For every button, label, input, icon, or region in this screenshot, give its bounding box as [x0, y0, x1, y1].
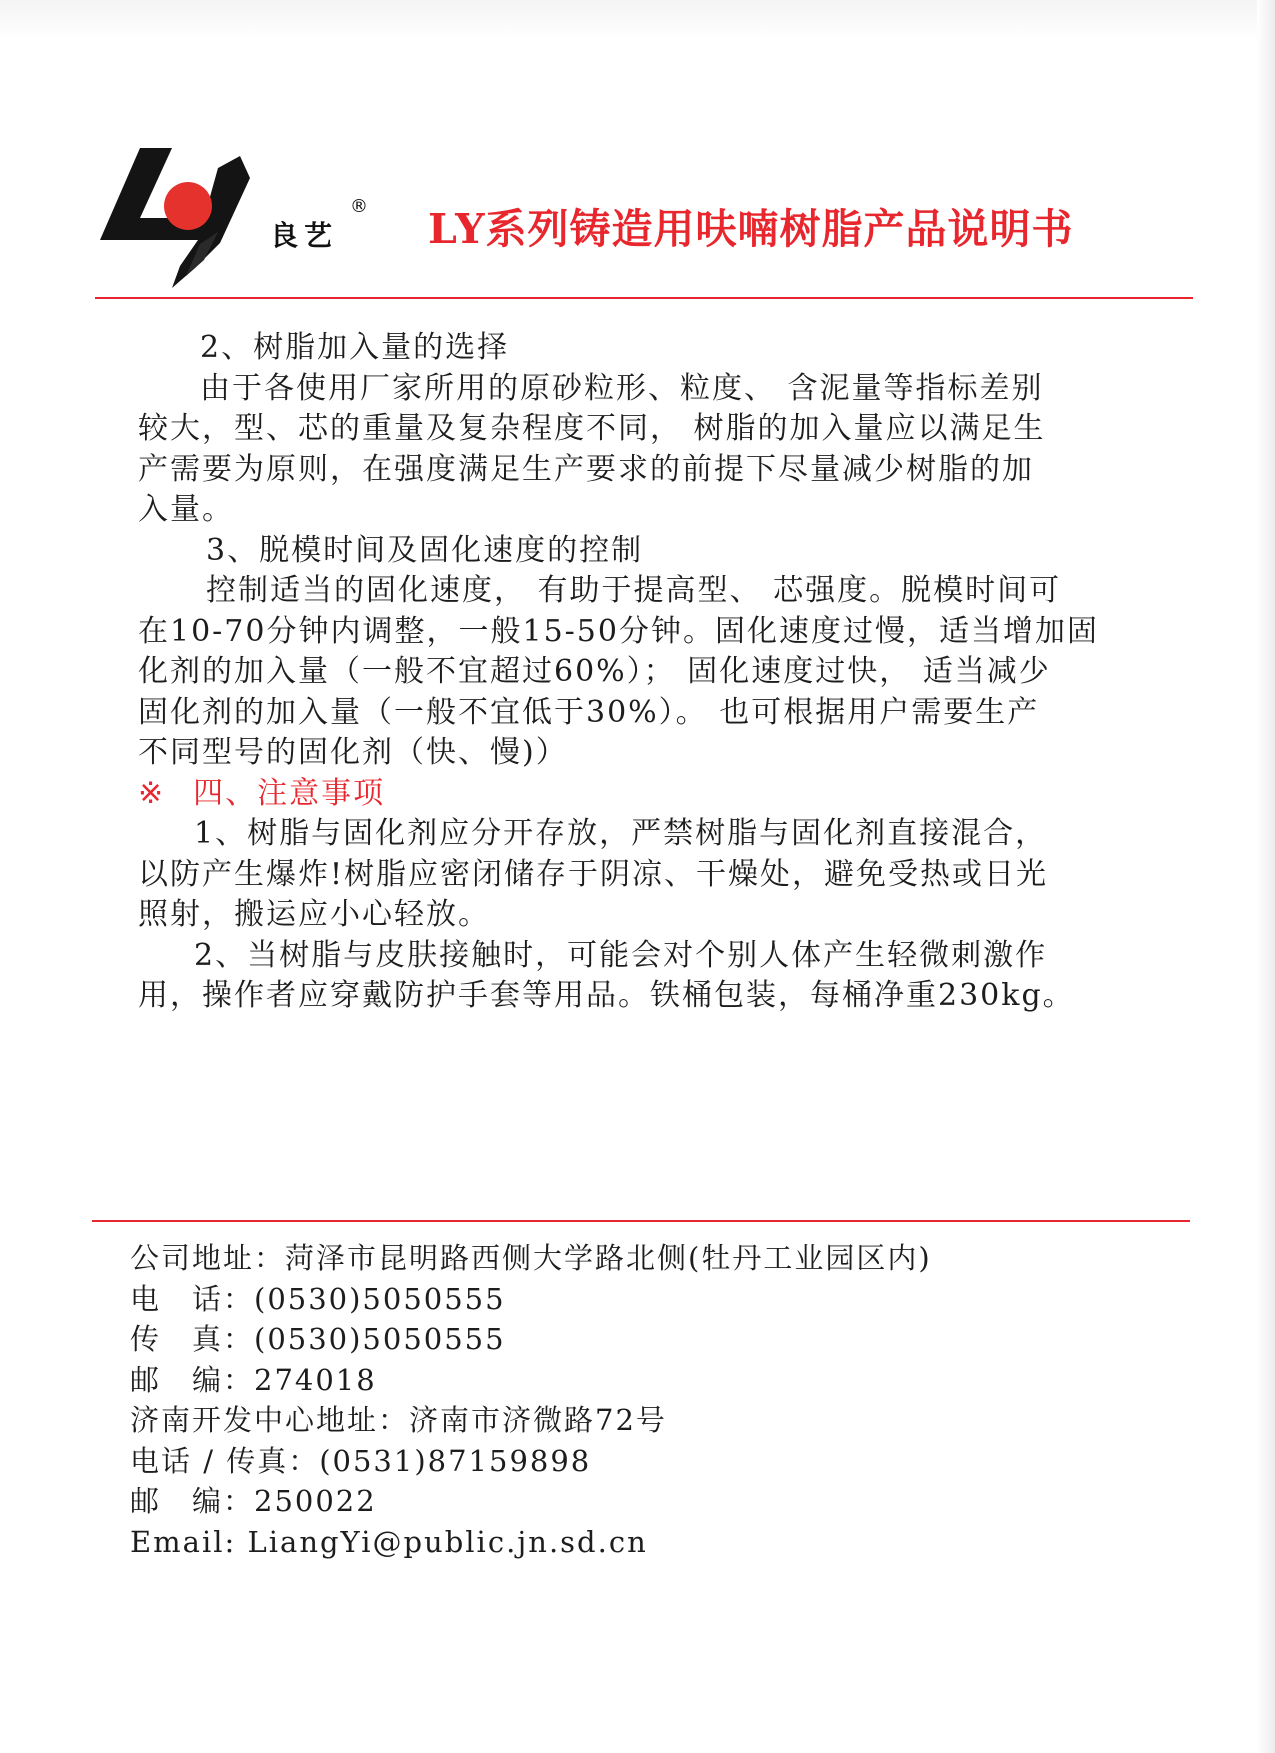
logo-red-dot: [164, 182, 212, 230]
footer-divider: [92, 1220, 1190, 1222]
jinan-phone-fax: 电话 / 传真：(0531)87159898: [130, 1443, 592, 1478]
scan-edge-right: [1257, 0, 1275, 1753]
paragraph-line: 2、当树脂与皮肤接触时，可能会对个别人体产生轻微刺激作: [194, 937, 1048, 973]
paragraph-line: 1、树脂与固化剂应分开存放，严禁树脂与固化剂直接混合，: [194, 816, 1048, 851]
paragraph-line: 照射，搬运应小心轻放。: [138, 897, 490, 932]
brand-name: 良艺: [270, 219, 339, 252]
paragraph-line: 以防产生爆炸!树脂应密闭储存于阴凉、干燥处，避免受热或日光: [138, 856, 1049, 892]
paragraph-line: 由于各使用厂家所用的原砂粒形、粒度、 含泥量等指标差别: [200, 370, 1044, 406]
email-address: Email: LiangYi@public.jn.sd.cn: [130, 1524, 648, 1559]
section-heading-resin-amount: 2、树脂加入量的选择: [200, 330, 510, 365]
document-title: LY系列铸造用呋喃树脂产品说明书: [428, 205, 1074, 253]
phone-number: 电 话：(0530)5050555: [130, 1281, 506, 1316]
document-body: [138, 328, 1198, 1017]
postcode: 邮 编：274018: [130, 1362, 377, 1397]
paragraph-line: 固化剂的加入量（一般不宜低于30%）。 也可根据用户需要生产: [138, 694, 1040, 730]
company-address: 公司地址：菏泽市昆明路西侧大学路北侧(牡丹工业园区内): [130, 1241, 932, 1275]
company-logo: [100, 148, 265, 288]
fax-number: 传 真：(0530)5050555: [130, 1322, 506, 1356]
paragraph-line: 入量。: [138, 492, 234, 527]
paragraph-line: 在10-70分钟内调整，一般15-50分钟。固化速度过慢，适当增加固: [138, 613, 1099, 649]
contact-info: [130, 1238, 1130, 1562]
section-heading-curing: 3、脱模时间及固化速度的控制: [206, 532, 644, 568]
paragraph-line: 产需要为原则，在强度满足生产要求的前提下尽量减少树脂的加: [138, 451, 1034, 487]
jinan-address: 济南开发中心地址：济南市济微路72号: [130, 1403, 667, 1437]
paragraph-line: 控制适当的固化速度， 有助于提高型、 芯强度。脱模时间可: [206, 573, 1062, 608]
header-divider: [95, 297, 1193, 299]
paragraph-line: 用，操作者应穿戴防护手套等用品。铁桶包装，每桶净重230kg。: [138, 978, 1075, 1013]
section-heading-notice: [138, 774, 1198, 815]
scan-edge-top: [0, 0, 1275, 40]
registered-mark: ®: [350, 196, 368, 217]
paragraph-line: 化剂的加入量（一般不宜超过60%）； 固化速度过快， 适当减少: [138, 654, 1051, 689]
reference-mark-icon: ※: [138, 775, 166, 811]
notice-heading-text: 四、注意事项: [193, 775, 386, 811]
jinan-postcode: 邮 编：250022: [130, 1484, 377, 1518]
paragraph-line: 不同型号的固化剂（快、慢)）: [138, 735, 568, 770]
paragraph-line: 较大，型、芯的重量及复杂程度不同， 树脂的加入量应以满足生: [138, 411, 1046, 446]
